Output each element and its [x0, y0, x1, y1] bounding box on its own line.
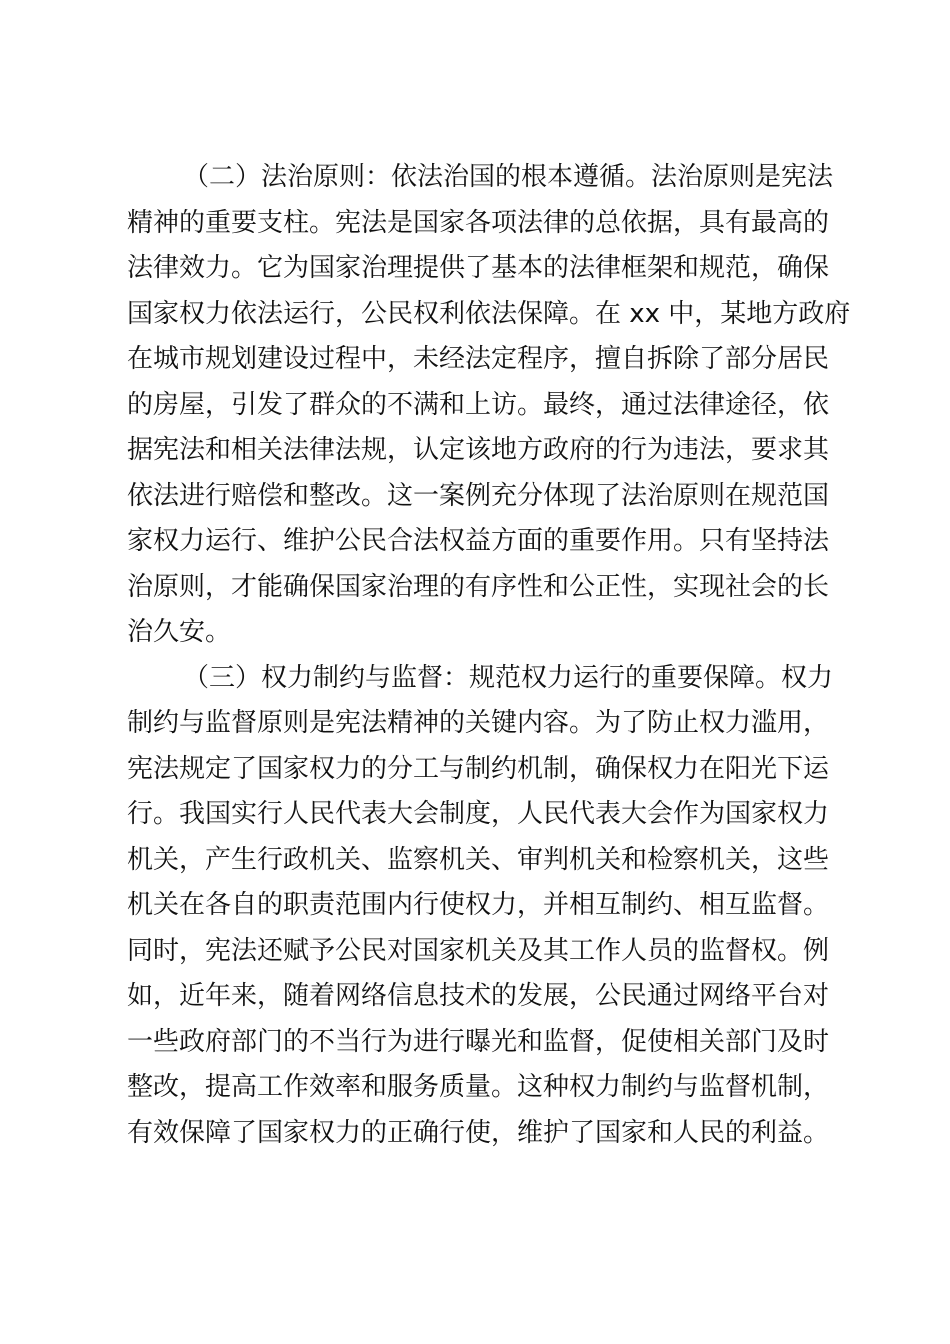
- text-line: 行。我国实行人民代表大会制度，人民代表大会作为国家权力: [127, 799, 830, 829]
- text-line: 有效保障了国家权力的正确行使，维护了国家和人民的利益。: [127, 1117, 830, 1148]
- text-line: 在城市规划建设过程中，未经法定程序，擅自拆除了部分居民: [127, 344, 830, 374]
- text-line: 家权力运行、维护公民合法权益方面的重要作用。只有坚持法: [127, 526, 830, 556]
- text-line: （三）权力制约与监督：规范权力运行的重要保障。权力: [183, 662, 834, 693]
- text-line: 一些政府部门的不当行为进行曝光和监督，促使相关部门及时: [127, 1026, 830, 1057]
- paragraph-power-checks: [127, 656, 834, 1157]
- text-line: 机关，产生行政机关、监察机关、审判机关和检察机关，这些: [127, 844, 830, 875]
- text-line: 机关在各自的职责范围内行使权力，并相互制约、相互监督。: [127, 890, 830, 920]
- text-line: 整改，提高工作效率和服务质量。这种权力制约与监督机制，: [127, 1072, 830, 1102]
- text-line: （二）法治原则：依法治国的根本遵循。法治原则是宪法: [183, 162, 834, 192]
- text-line: 制约与监督原则是宪法精神的关键内容。为了防止权力滥用，: [127, 708, 830, 738]
- text-line: 据宪法和相关法律法规，认定该地方政府的行为违法，要求其: [127, 435, 830, 465]
- document-body: [127, 155, 851, 1156]
- paragraph-rule-of-law: [127, 155, 851, 656]
- text-line: 同时，宪法还赋予公民对国家机关及其工作人员的监督权。例: [127, 935, 830, 966]
- text-line: 治久安。: [127, 617, 232, 647]
- text-line: 国家权力依法运行，公民权利依法保障。在 xx 中，某地方政府: [127, 298, 851, 329]
- text-line: 依法进行赔偿和整改。这一案例充分体现了法治原则在规范国: [127, 480, 830, 511]
- text-line: 宪法规定了国家权力的分工与制约机制，确保权力在阳光下运: [127, 753, 830, 784]
- text-line: 法律效力。它为国家治理提供了基本的法律框架和规范，确保: [127, 253, 830, 283]
- text-line: 精神的重要支柱。宪法是国家各项法律的总依据，具有最高的: [127, 207, 830, 238]
- text-line: 的房屋，引发了群众的不满和上访。最终，通过法律途径，依: [127, 389, 830, 420]
- text-line: 如，近年来，随着网络信息技术的发展，公民通过网络平台对: [127, 981, 830, 1011]
- text-line: 治原则，才能确保国家治理的有序性和公正性，实现社会的长: [127, 571, 830, 602]
